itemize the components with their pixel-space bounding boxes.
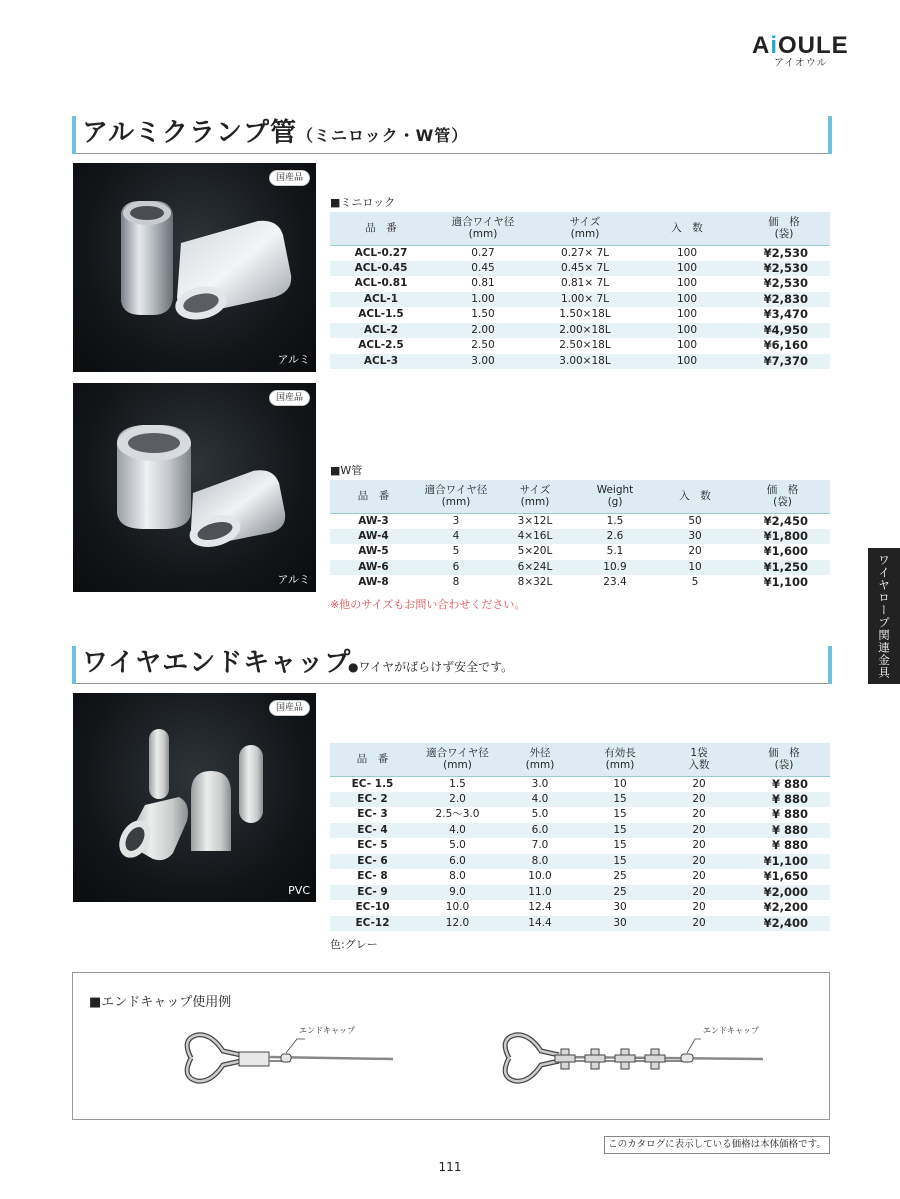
wtube-label: ■W管: [330, 464, 363, 477]
table-row: ACL-0.45 0.45 0.45× 7L 100 ¥2,530: [330, 261, 830, 277]
endcap-image: [73, 693, 316, 902]
endcap-callout-left: エンドキャップ: [299, 1026, 355, 1035]
header-wire: 適合ワイヤ径 (mm): [415, 743, 500, 776]
side-tab-category: ワイヤロープ関連金具: [868, 548, 900, 684]
header-price: 価 格 (袋): [738, 212, 830, 245]
material-label: PVC: [288, 884, 310, 897]
brand-sub: アイオウル: [774, 58, 828, 69]
clamp-subtitle: （ミニロック・W管）: [296, 126, 469, 145]
table-row: AW-4 4 4×16L 2.6 30 ¥1,800: [330, 529, 830, 545]
header-length: 有効長 (mm): [580, 743, 660, 776]
header-outer: 外径 (mm): [500, 743, 580, 776]
table-row: ACL-2.5 2.50 2.50×18L 100 ¥6,160: [358, 338, 808, 353]
photo-minilock: [73, 163, 316, 372]
photo-endcap: [73, 693, 316, 902]
material-label: アルミ: [277, 573, 310, 586]
endcap-callout-right: エンドキャップ: [703, 1026, 759, 1035]
title-accent-right: [828, 646, 832, 684]
header-qty: 入 数: [655, 480, 735, 513]
header-qty: 1袋 入数: [660, 743, 738, 776]
header-code: 品 番: [330, 743, 415, 776]
header-code: 品 番: [330, 212, 432, 245]
origin-badge: 国産品: [269, 700, 310, 716]
table-row: ACL-0.27 0.27 0.27× 7L 100 ¥2,530: [354, 245, 808, 260]
table-row: ACL-1.5 1.50 1.50×18L 100 ¥3,470: [358, 307, 808, 322]
table-row: AW-8 8 8×32L 23.4 5 ¥1,100: [358, 575, 808, 590]
minilock-table: [330, 212, 830, 369]
endcap-table: [330, 743, 830, 931]
origin-badge: 国産品: [269, 170, 310, 186]
table-row: EC- 6 6.0 8.0 15 20 ¥1,100: [330, 854, 830, 870]
color-note: 色:グレー: [330, 938, 378, 951]
table-row: ACL-2 2.00 2.00×18L 100 ¥4,950: [330, 323, 830, 339]
title-accent-left: [72, 116, 76, 154]
table-row: EC-10 10.0 12.4 30 20 ¥2,200: [355, 900, 808, 915]
table-row: EC-12 12.0 14.4 30 20 ¥2,400: [330, 916, 830, 932]
origin-badge: 国産品: [269, 390, 310, 406]
header-weight: Weight (g): [575, 480, 655, 513]
brand-name: AiOULE: [752, 32, 849, 59]
header-size: サイズ (mm): [495, 480, 575, 513]
table-row: AW-6 6 6×24L 10.9 10 ¥1,250: [330, 560, 830, 576]
table-row: EC- 2 2.0 4.0 15 20 ¥ 880: [330, 792, 830, 808]
other-sizes-note: ※他のサイズもお問い合わせください。: [330, 598, 526, 611]
page-number: 111: [438, 1160, 462, 1174]
endcap-safety-note: ●ワイヤがばらけず安全です。: [348, 660, 514, 674]
table-row: EC- 3 2.5〜3.0 5.0 15 20 ¥ 880: [357, 807, 808, 822]
section-title-endcap: [72, 646, 832, 684]
header-size: サイズ (mm): [534, 212, 636, 245]
endcap-usage-illustration: [73, 973, 831, 1121]
photo-wtube: [73, 383, 316, 592]
minilock-label: ■ミニロック: [330, 196, 396, 209]
table-row: ACL-1 1.00 1.00× 7L 100 ¥2,830: [330, 292, 830, 308]
header-price: 価 格 (袋): [738, 743, 830, 776]
table-row: AW-3 3 3×12L 1.5 50 ¥2,450: [358, 513, 808, 528]
title-accent-right: [828, 116, 832, 154]
header-code: 品 番: [330, 480, 417, 513]
clamp-title: アルミクランプ管（ミニロック・W管）: [82, 118, 469, 148]
endcap-title: ワイヤエンドキャップ: [82, 648, 352, 678]
minilock-sleeve-image: [73, 163, 316, 372]
header-price: 価 格 (袋): [735, 480, 830, 513]
header-wire: 適合ワイヤ径 (mm): [432, 212, 534, 245]
title-accent-left: [72, 646, 76, 684]
table-row: EC- 9 9.0 11.0 25 20 ¥2,000: [330, 885, 830, 901]
wtube-sleeve-image: [73, 383, 316, 592]
table-row: ACL-0.81 0.81 0.81× 7L 100 ¥2,530: [354, 276, 808, 291]
header-wire: 適合ワイヤ径 (mm): [417, 480, 495, 513]
table-row: ACL-3 3.00 3.00×18L 100 ¥7,370: [330, 354, 830, 370]
usage-example-box: [72, 972, 830, 1120]
usage-example-title: ■エンドキャップ使用例: [89, 995, 232, 1010]
price-note: このカタログに表示している価格は本体価格です。: [604, 1136, 830, 1154]
table-row: EC- 4 4.0 6.0 15 20 ¥ 880: [330, 823, 830, 839]
table-row: AW-5 5 5×20L 5.1 20 ¥1,600: [358, 544, 808, 559]
section-title-clamp: [72, 116, 832, 154]
table-row: EC- 8 8.0 10.0 25 20 ¥1,650: [357, 869, 808, 884]
table-row: EC- 1.5 1.5 3.0 10 20 ¥ 880: [351, 776, 808, 791]
wtube-table: [330, 480, 830, 591]
brand-logo: [752, 32, 849, 70]
table-row: EC- 5 5.0 7.0 15 20 ¥ 880: [357, 838, 808, 853]
header-qty: 入 数: [636, 212, 738, 245]
material-label: アルミ: [277, 353, 310, 366]
